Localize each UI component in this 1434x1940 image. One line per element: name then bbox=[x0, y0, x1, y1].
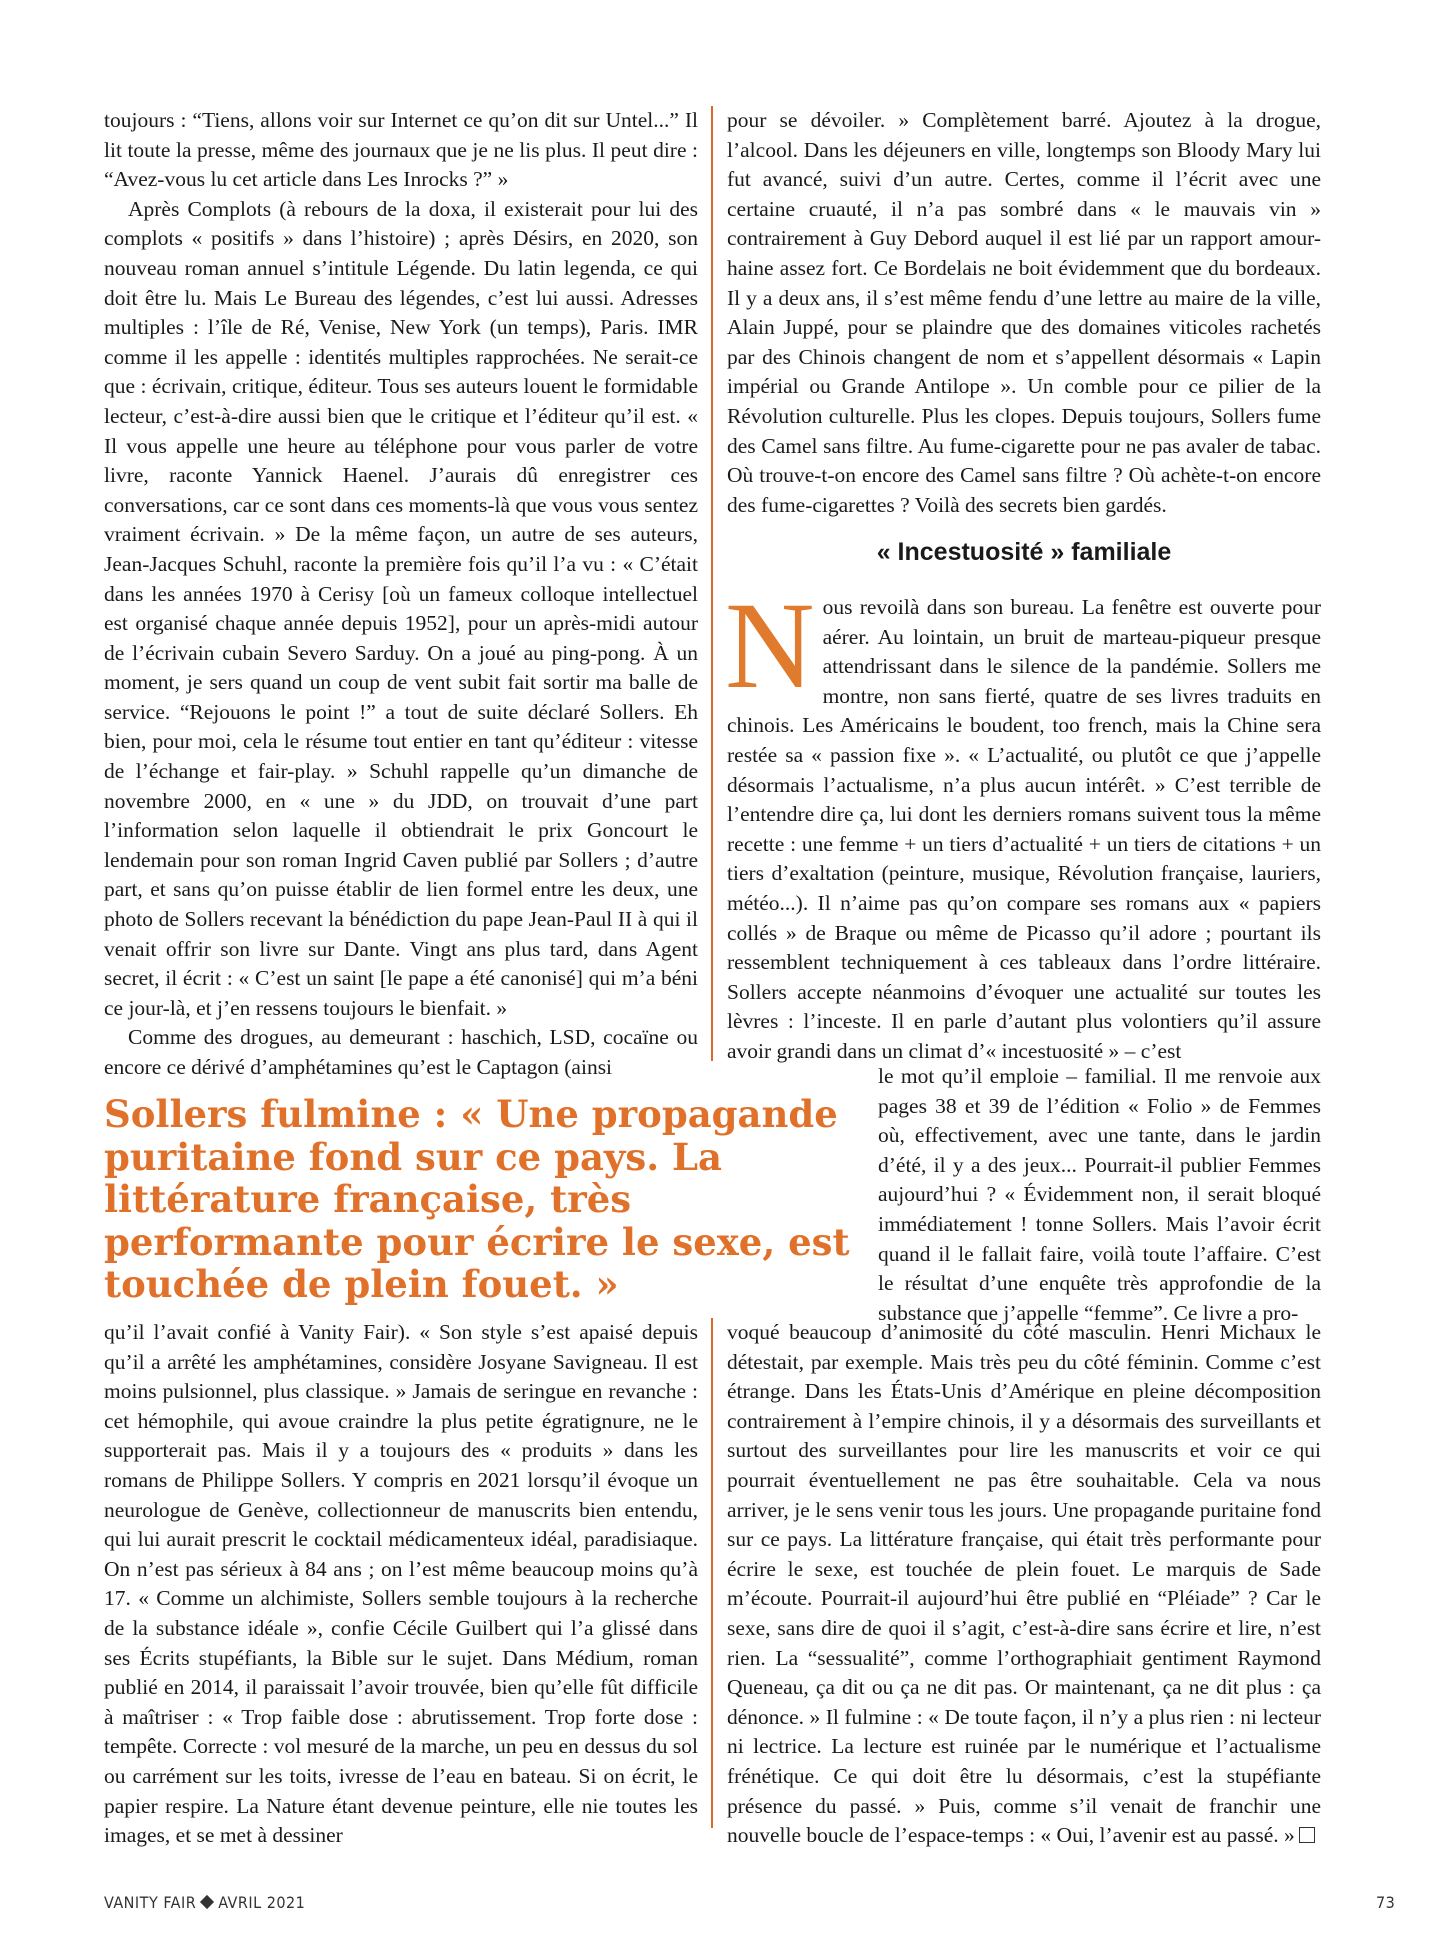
paragraph: qu’il l’avait confié à Vanity Fair). « Son style s’est apaisé depuis qu’il a arrêté les amphétamines, considère Josyane Savigneau. Il est moins pulsionnel, plus classique. » Jamais de seringue en revanche : cet hémophile, qui avoue craindre la plus petite égratignure, ne le supporterait pas. Mais il y a toujours des « produits » dans les romans de Philippe Sollers. Y compris en 2021 lorsqu’il évoque un neurologue de Genève, collectionneur de manuscrits bien entendu, qui lui aurait prescrit le cocktail médicamenteux idéal, paradisiaque. On n’est pas sérieux à 84 ans ; on l’est même beaucoup moins qu’à 17. « Comme un alchimiste, Sollers semble toujours à la recherche de la substance idéale », confie Cécile Guilbert qui l’a glissé dans ses Écrits stupéfiants, la Bible sur le sujet. Dans Médium, roman publié en 2014, il paraissait l’avoir trouvée, bien qu’elle fût difficile à maîtriser : « Trop faible dose : abrutissement. Trop forte dose : tempête. Correcte : vol mesuré de la marche, un peu en dessus du sol ou carrément sur les toits, ivresse de l’eau en bateau. Si on écrit, le papier respire. La Nature étant devenue peinture, elle nie toutes les images, et se met à dessiner bbox=[104, 1320, 698, 1848]
paragraph-text: voqué beaucoup d’animosité du côté masculin. Henri Michaux le détestait, par exemple. Mais très peu du côté féminin. Comme c’est étrange. Dans les États-Unis d’Amérique en pleine décomposition contrairement à l’empire chinois, il y a désormais des surveillants et surtout des surveillantes pour lire les manuscrits et voir ce qui pourrait éventuellement ne pas être souhaitable. Cela va nous arriver, je le sens venir tous les jours. Une propagande puritaine fond sur ce pays. La littérature française, qui était très performante pour écrire le sexe, est touchée de plein fouet. Le marquis de Sade m’écoute. Pourrait-il aujourd’hui être publié en “Pléiade” ? Car le sexe, sans dire de quoi il s’agit, c’est-à-dire sans écrire et lire, n’est rien. La “sessualité”, comme l’orthographiait gentiment Raymond Queneau, ça dit ou ça ne dit pas. Or maintenant, ça ne dit plus : ça dénonce. » Il fulmine : « De toute façon, il n’y a plus rien : ni lecteur ni lectrice. La lecture est ruinée par le numérique et l’actualisme frénétique. Ce qui doit être lu désormais, c’est la stupéfiante présence du passé. » Puis, comme s’il venait de franchir une nouvelle boucle de l’espace-temps : « Oui, l’avenir est au passé. » bbox=[727, 1320, 1321, 1848]
paragraph bbox=[725, 577, 1321, 1067]
magazine-name: VANITY FAIR bbox=[104, 1893, 197, 1912]
paragraph: le mot qu’il emploie – familial. Il me renvoie aux pages 38 et 39 de l’édition « Folio » de Femmes où, effectivement, avec une tante, dans le jardin d’été, il y a des jeux... Pourrait-il publier Femmes aujourd’hui ? « Évidemment non, il serait bloqué immédiatement ! tonne Sollers. Mais l’avoir écrit quand il le fallait faire, voilà toute l’affaire. C’est le résultat d’une enquête très approfondie de la substance que j’appelle “femme”. Ce livre a pro- bbox=[878, 1064, 1321, 1325]
pull-quote: Sollers fulmine : « Une propagande puritaine fond sur ce pays. La littérature française, très performante pour écrire le sexe, est touchée de plein fouet. » bbox=[104, 1092, 850, 1306]
paragraph: toujours : “Tiens, allons voir sur Internet ce qu’on dit sur Untel...” Il lit toute la presse, même des journaux que je ne lis plus. Il peut dire : “Avez-vous lu cet article dans Les Inrocks ?” » bbox=[104, 108, 698, 192]
left-column-top bbox=[104, 106, 698, 1083]
right-column-narrow bbox=[878, 1062, 1321, 1328]
right-column-top bbox=[727, 106, 1321, 520]
right-column-middle bbox=[725, 577, 1321, 1067]
paragraph: Comme des drogues, au demeurant : haschich, LSD, cocaïne ou encore ce dérivé d’amphétamines qu’est le Captagon (ainsi bbox=[104, 1025, 698, 1079]
issue-date: AVRIL 2021 bbox=[218, 1893, 306, 1912]
paragraph-text: ous revoilà dans son bureau. La fenêtre est ouverte pour aérer. Au lointain, un bruit de marteau-piqueur presque attendrissant dans le silence de la pandémie. Sollers me montre, non sans fierté, quatre de ses livres traduits en chinois. Les Américains le boudent, too french, mais la Chine sera restée sa « passion fixe ». « L’actualité, ou plutôt ce que j’appelle désormais l’actualisme, n’a plus aucun intérêt. » C’est terrible de l’entendre dire ça, lui dont les derniers romans suivent tous la même recette : une femme + un tiers d’actualité + un tiers de citations + un tiers d’exaltation (peinture, musique, Révolution française, lauriers, météo...). Il n’aime pas qu’on compare ses romans aux « papiers collés » de Braque ou même de Picasso qu’il adore ; pourtant ils ressemblent techniquement à ces tableaux dans l’ordre littéraire. Sollers accepte néanmoins d’évoquer une actualité sur toutes les lèvres : l’inceste. Il en parle d’autant plus volontiers qu’il assure avoir grandi dans un climat d’« incestuosité » – c’est bbox=[727, 595, 1321, 1063]
column-rule bbox=[711, 1318, 713, 1828]
footer-folio bbox=[104, 1893, 305, 1912]
paragraph: pour se dévoiler. » Complètement barré. Ajoutez à la drogue, l’alcool. Dans les déjeuners en ville, longtemps son Bloody Mary lui fut avancé, suivi d’un autre. Certes, comme il l’écrit avec une certaine cruauté, il n’a pas sombré dans « le mauvais vin » contrairement à Guy Debord auquel il est lié par un rapport amour-haine assez fort. Ce Bordelais ne boit évidemment que du bordeaux. Il y a deux ans, il s’est même fendu d’une lettre au maire de la ville, Alain Juppé, pour se plaindre que des domaines viticoles rachetés par des Chinois changent de nom et s’appellent désormais « Lapin impérial ou Grande Antilope ». Un comble pour ce pilier de la Révolution culturelle. Plus les clopes. Depuis toujours, Sollers fume des Camel sans filtre. Au fume-cigarette pour ne pas avaler de tabac. Où trouve-t-on encore des Camel sans filtre ? Où achète-t-on encore des fume-cigarettes ? Voilà des secrets bien gardés. bbox=[727, 108, 1321, 517]
section-subhead: « Incestuosité » familiale bbox=[876, 538, 1172, 566]
paragraph bbox=[727, 1318, 1321, 1851]
paragraph: Après Complots (à rebours de la doxa, il existerait pour lui des complots « positifs » dans l’histoire) ; après Désirs, en 2020, son nouveau roman annuel s’intitule Légende. Du latin legenda, ce qui doit être lu. Mais Le Bureau des légendes, c’est lui aussi. Adresses multiples : l’île de Ré, Venise, New York (un temps), Paris. IMR comme il les appelle : identités multiples rapprochées. Ne serait-ce que : écrivain, critique, éditeur. Tous ses auteurs louent le formidable lecteur, c’est-à-dire aussi bien que le critique et l’éditeur qu’il est. « Il vous appelle une heure au téléphone pour vous parler de votre livre, raconte Yannick Haenel. J’aurais dû enregistrer ces conversations, car ce sont dans ces moments-là que vous vous sentez vraiment écrivain. » De la même façon, un autre de ses auteurs, Jean-Jacques Schuhl, raconte la première fois qu’il l’a vu : « C’était dans les années 1970 à Cerisy [où un fameux colloque intellectuel est organisé chaque année depuis 1952], pour un après-midi autour de l’écrivain cubain Severo Sarduy. On a joué au ping-pong. À un moment, je sers quand un coup de vent subit fait sortir ma balle de service. “Rejouons le point !” a tout de suite déclaré Sollers. Eh bien, pour moi, cela le résume tout entier en tant qu’éditeur : vitesse de l’échange et fair-play. » Schuhl rappelle qu’un dimanche de novembre 2000, en « une » du JDD, on trouvait d’une part l’information selon laquelle il obtiendrait le prix Goncourt le lendemain pour son roman Ingrid Caven publié par Sollers ; d’autre part, et sans qu’on puisse établir de lien formel entre les deux, une photo de Sollers recevant la bénédiction du pape Jean-Paul II à qui il venait offrir son livre sur Dante. Vingt ans plus tard, dans Agent secret, il écrit : « C’est un saint [le pape a été canonisé] qui m’a béni ce jour-là, et j’en ressens toujours le bienfait. » bbox=[104, 196, 698, 1020]
column-rule bbox=[711, 106, 713, 1061]
drop-cap: N bbox=[725, 577, 815, 714]
left-column-bottom bbox=[104, 1318, 698, 1851]
page-number: 73 bbox=[1376, 1893, 1396, 1912]
diamond-icon bbox=[200, 1895, 214, 1909]
right-column-bottom bbox=[727, 1318, 1321, 1851]
end-mark-icon bbox=[1299, 1827, 1315, 1843]
